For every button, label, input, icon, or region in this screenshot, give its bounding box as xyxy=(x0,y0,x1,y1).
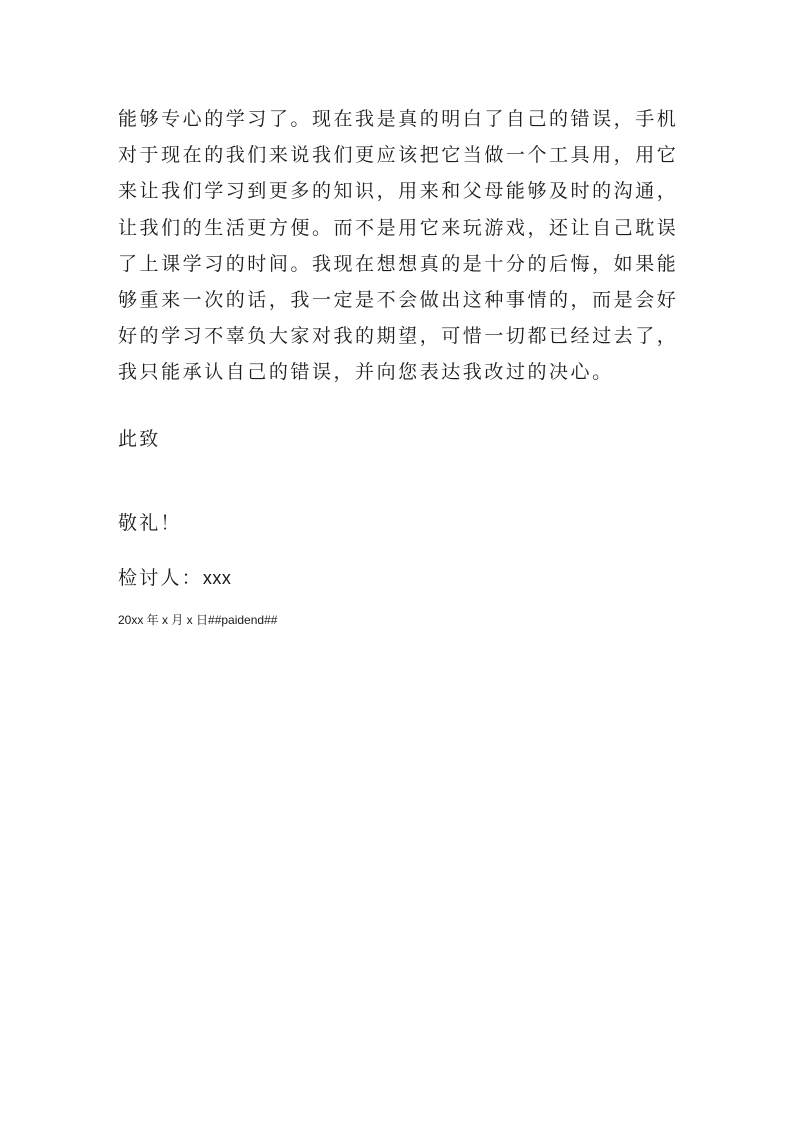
signature-label: 检讨人： xyxy=(118,567,203,589)
body-line: 能够专心的学习了。现在我是真的明白了自己的错误，手机 xyxy=(118,108,679,130)
body-line: 好的学习不辜负大家对我的期望，可惜一切都已经过去了， xyxy=(118,325,679,348)
signature-line xyxy=(118,563,231,590)
body-line: 够重来一次的话，我一定是不会做出这种事情的，而是会好 xyxy=(118,289,679,312)
body-line: 了上课学习的时间。我现在想想真的是十分的后悔，如果能 xyxy=(118,252,679,275)
letter-body xyxy=(118,101,688,391)
body-line: 来让我们学习到更多的知识，用来和父母能够及时的沟通， xyxy=(118,180,679,203)
body-line: 对于现在的我们来说我们更应该把它当做一个工具用，用它 xyxy=(118,144,679,167)
body-line: 让我们的生活更方便。而不是用它来玩游戏，还让自己耽误 xyxy=(118,216,679,239)
body-line: 我只能承认自己的错误，并向您表达我改过的决心。 xyxy=(118,361,614,384)
closing-regards: 敬礼！ xyxy=(118,512,182,534)
signature-name: xxx xyxy=(202,568,232,588)
date-line: 20xx 年 x 月 x 日##paidend## xyxy=(118,613,278,627)
closing-salutation: 此致 xyxy=(118,428,161,450)
